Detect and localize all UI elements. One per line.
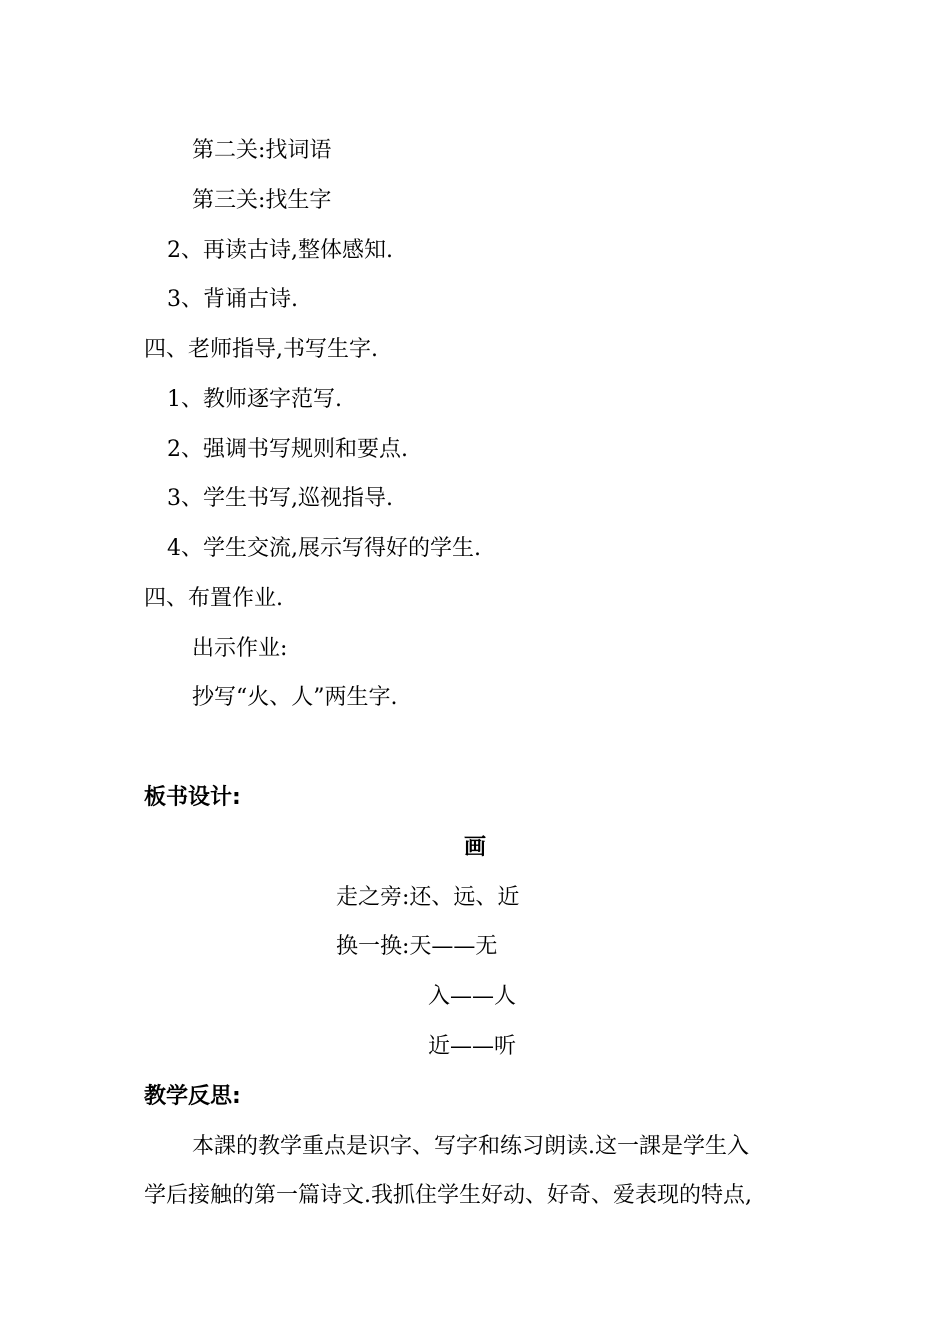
step-recite-poem: 3、背诵古诗. <box>167 287 298 312</box>
step-writing-rules: 2、强调书写规则和要点. <box>167 437 408 462</box>
step-find-words: 第二关:找词语 <box>192 138 332 163</box>
step-teacher-demo: 1、教师逐字范写. <box>167 387 342 412</box>
reflection-paragraph-line-1: 本課的教学重点是识字、写字和练习朗读.这一課是学生入 <box>192 1134 749 1159</box>
step-student-writing: 3、学生书写,巡视指导. <box>167 486 393 511</box>
board-title: 画 <box>464 835 487 860</box>
reflection-heading: 教学反思: <box>144 1084 241 1109</box>
section-homework: 四、布置作业. <box>144 586 283 611</box>
reflection-paragraph-line-2: 学后接触的第一篇诗文.我抓住学生好动、好奇、爱表现的特点, <box>144 1183 752 1208</box>
board-radical-line: 走之旁:还、远、近 <box>336 885 520 910</box>
homework-task: 抄写“火、人”两生字. <box>192 685 398 710</box>
section-teacher-guidance: 四、老师指导,书写生字. <box>144 337 378 362</box>
step-reread-poem: 2、再读古诗,整体感知. <box>167 238 393 263</box>
step-student-exchange: 4、学生交流,展示写得好的学生. <box>167 536 481 561</box>
board-swap-line: 换一换:天——无 <box>336 934 498 959</box>
homework-label: 出示作业: <box>192 636 288 661</box>
step-find-characters: 第三关:找生字 <box>192 188 332 213</box>
board-design-heading: 板书设计: <box>144 785 241 810</box>
board-swap-pair-2: 入——人 <box>428 984 517 1009</box>
board-swap-pair-3: 近——听 <box>428 1034 517 1059</box>
